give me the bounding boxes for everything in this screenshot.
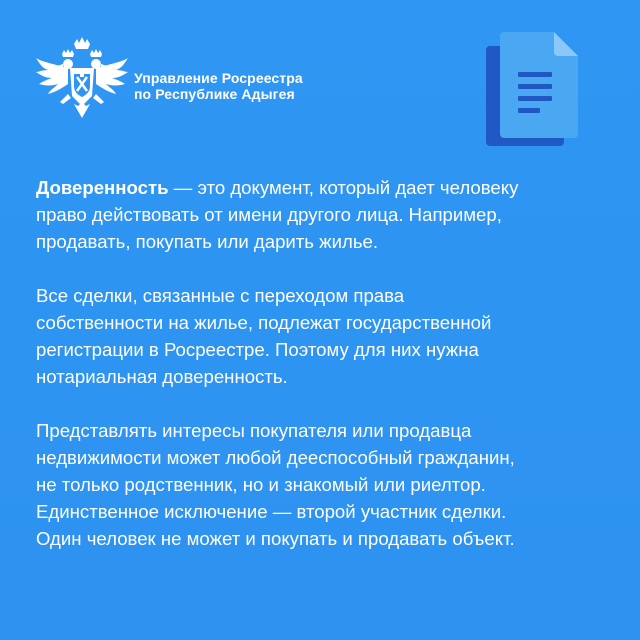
text-line: собственности на жилье, подлежат государственной	[36, 312, 492, 333]
text-line: нотариальная доверенность.	[36, 366, 288, 387]
text-line: Представлять интересы покупателя или продавца	[36, 420, 472, 441]
text-line: не только родственник, но и знакомый или риелтор.	[36, 474, 486, 495]
org-name-line-1: Управление Росреестра	[134, 70, 303, 86]
term-bold: Доверенность	[36, 177, 169, 198]
text-line: право действовать от имени другого лица. Например,	[36, 204, 502, 225]
text-line: Единственное исключение — второй участник сделки.	[36, 501, 507, 522]
text-line: продавать, покупать или дарить жилье.	[36, 231, 379, 252]
document-icon	[486, 28, 582, 146]
paragraph-definition	[36, 174, 608, 255]
text-line: недвижимости может любой дееспособный гражданин,	[36, 447, 515, 468]
org-name-line-2: по Республике Адыгея	[134, 86, 295, 102]
paragraph-representation	[36, 417, 608, 552]
text-line: регистрации в Росреестре. Поэтому для них нужна	[36, 339, 479, 360]
post-text	[36, 174, 608, 579]
text-fragment: — это документ, который дает человеку	[168, 177, 519, 198]
org-name	[134, 70, 303, 102]
text-line: Один человек не может и покупать и продавать объект.	[36, 528, 515, 549]
text-line: Все сделки, связанные с переходом права	[36, 285, 405, 306]
double-headed-eagle-icon	[34, 34, 130, 126]
paragraph-registration	[36, 282, 608, 390]
text-line	[36, 174, 608, 201]
